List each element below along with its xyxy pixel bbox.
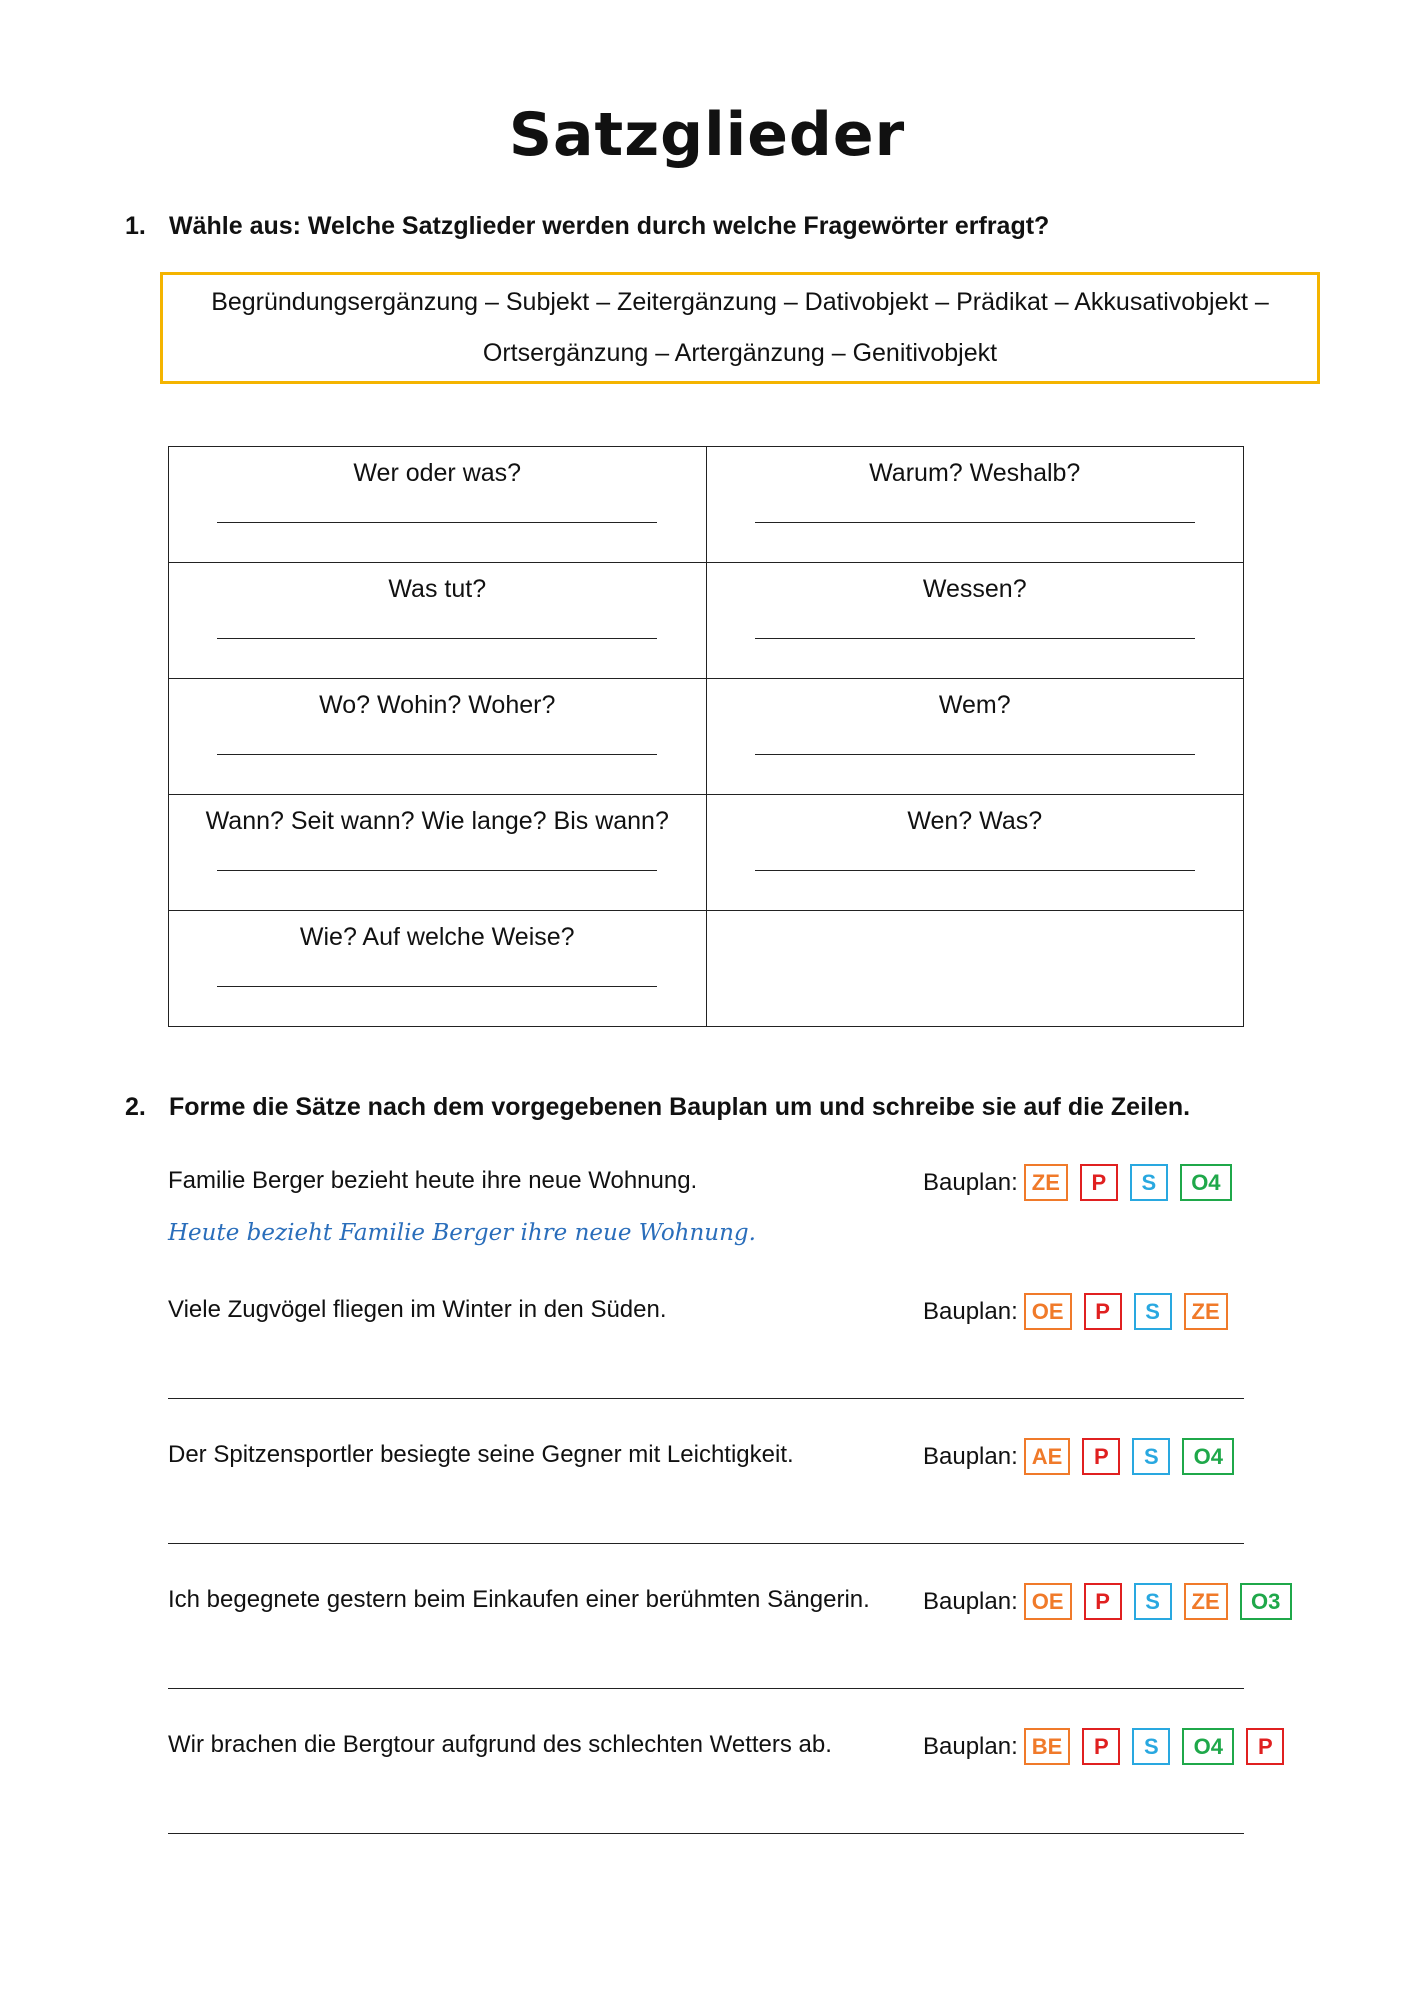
- table-row: [169, 911, 1244, 1027]
- bauplan-label: Bauplan:: [923, 1297, 1018, 1325]
- bauplan-tag: ZE: [1024, 1164, 1068, 1201]
- question-cell: [169, 795, 707, 911]
- answer-line[interactable]: [755, 870, 1195, 871]
- question-text: Wie? Auf welche Weise?: [299, 923, 575, 951]
- bauplan-label: Bauplan:: [923, 1587, 1018, 1615]
- question-cell: [706, 679, 1244, 795]
- answer-line[interactable]: [217, 986, 657, 987]
- question-cell: [169, 563, 707, 679]
- bauplan-2: [923, 1293, 1240, 1330]
- bauplan-tag: O3: [1240, 1583, 1292, 1620]
- answer-line[interactable]: [755, 754, 1195, 755]
- question-text: Wen? Was?: [907, 807, 1043, 835]
- bauplan-tag: P: [1082, 1728, 1120, 1765]
- question-cell: [706, 447, 1244, 563]
- bauplan-label: Bauplan:: [923, 1442, 1018, 1470]
- bauplan-tag: OE: [1024, 1583, 1072, 1620]
- bauplan-tag: P: [1080, 1164, 1118, 1201]
- bauplan-label: Bauplan:: [923, 1168, 1018, 1196]
- bauplan-1: [923, 1164, 1244, 1201]
- task-1-number: 1.: [125, 212, 146, 240]
- question-text: Wo? Wohin? Woher?: [319, 691, 556, 719]
- bauplan-tag: ZE: [1184, 1293, 1228, 1330]
- bauplan-tag: S: [1132, 1728, 1170, 1765]
- sentence-3: Der Spitzensportler besiegte seine Gegner mit Leichtigkeit.: [168, 1441, 794, 1468]
- bauplan-tag: BE: [1024, 1728, 1071, 1765]
- question-text: Warum? Weshalb?: [869, 459, 1081, 487]
- bauplan-tag: P: [1082, 1438, 1120, 1475]
- answer-line[interactable]: [755, 638, 1195, 639]
- bauplan-tag: O4: [1182, 1438, 1234, 1475]
- bauplan-tag: P: [1084, 1583, 1122, 1620]
- answer-line[interactable]: [168, 1543, 1244, 1544]
- table-row: [169, 795, 1244, 911]
- table-row: [169, 679, 1244, 795]
- question-text: Wessen?: [922, 575, 1027, 603]
- bauplan-tag: AE: [1024, 1438, 1071, 1475]
- bauplan-tag: S: [1134, 1583, 1172, 1620]
- bauplan-3: [923, 1438, 1246, 1475]
- sentence-4: Ich begegnete gestern beim Einkaufen einer berühmten Sängerin.: [168, 1586, 870, 1613]
- bauplan-tag: P: [1246, 1728, 1284, 1765]
- question-cell: [706, 795, 1244, 911]
- task-2-instruction: Forme die Sätze nach dem vorgegebenen Bauplan um und schreibe sie auf die Zeilen.: [169, 1093, 1191, 1121]
- question-text: Wem?: [938, 691, 1011, 719]
- answer-line[interactable]: [217, 870, 657, 871]
- task-1-heading: [125, 212, 1049, 241]
- answer-line[interactable]: [755, 522, 1195, 523]
- page-title: Satzglieder: [508, 100, 906, 170]
- bauplan-tag: O4: [1180, 1164, 1232, 1201]
- task-1-instruction: Wähle aus: Welche Satzglieder werden durch welche Fragewörter erfragt?: [169, 212, 1050, 240]
- table-row: [169, 563, 1244, 679]
- answer-line[interactable]: [168, 1833, 1244, 1834]
- bauplan-tag: OE: [1024, 1293, 1072, 1330]
- bauplan-tag: O4: [1182, 1728, 1234, 1765]
- question-text: Wer oder was?: [353, 459, 522, 487]
- table-row: [169, 447, 1244, 563]
- answer-line[interactable]: [217, 522, 657, 523]
- bauplan-tag: ZE: [1184, 1583, 1228, 1620]
- bauplan-tag: S: [1130, 1164, 1168, 1201]
- task-2-heading: [125, 1093, 1190, 1122]
- task-2-number: 2.: [125, 1093, 146, 1121]
- question-text: Wann? Seit wann? Wie lange? Bis wann?: [205, 807, 669, 835]
- bauplan-tag: P: [1084, 1293, 1122, 1330]
- bauplan-tag: S: [1134, 1293, 1172, 1330]
- sentence-2: Viele Zugvögel fliegen im Winter in den Süden.: [168, 1296, 667, 1323]
- answer-line[interactable]: [168, 1398, 1244, 1399]
- question-cell: [169, 911, 707, 1027]
- example-answer: Heute bezieht Familie Berger ihre neue Wohnung.: [168, 1220, 756, 1246]
- word-bank-box: [160, 272, 1320, 384]
- question-cell: [706, 563, 1244, 679]
- bauplan-4: [923, 1583, 1304, 1620]
- bauplan-label: Bauplan:: [923, 1732, 1018, 1760]
- word-bank-line-1: Begründungsergänzung – Subjekt – Zeitergänzung – Dativobjekt – Prädikat – Akkusativobjekt –: [211, 288, 1269, 316]
- sentence-1: Familie Berger bezieht heute ihre neue Wohnung.: [168, 1167, 698, 1194]
- answer-line[interactable]: [168, 1688, 1244, 1689]
- sentence-5: Wir brachen die Bergtour aufgrund des schlechten Wetters ab.: [168, 1731, 832, 1758]
- bauplan-tag: S: [1132, 1438, 1170, 1475]
- question-text: Was tut?: [388, 575, 487, 603]
- question-table: [168, 446, 1244, 1027]
- answer-line[interactable]: [217, 638, 657, 639]
- empty-cell: [706, 911, 1244, 1027]
- bauplan-5: [923, 1728, 1296, 1765]
- answer-line[interactable]: [217, 754, 657, 755]
- question-cell: [169, 447, 707, 563]
- question-cell: [169, 679, 707, 795]
- word-bank-line-2: Ortsergänzung – Artergänzung – Genitivobjekt: [482, 339, 998, 367]
